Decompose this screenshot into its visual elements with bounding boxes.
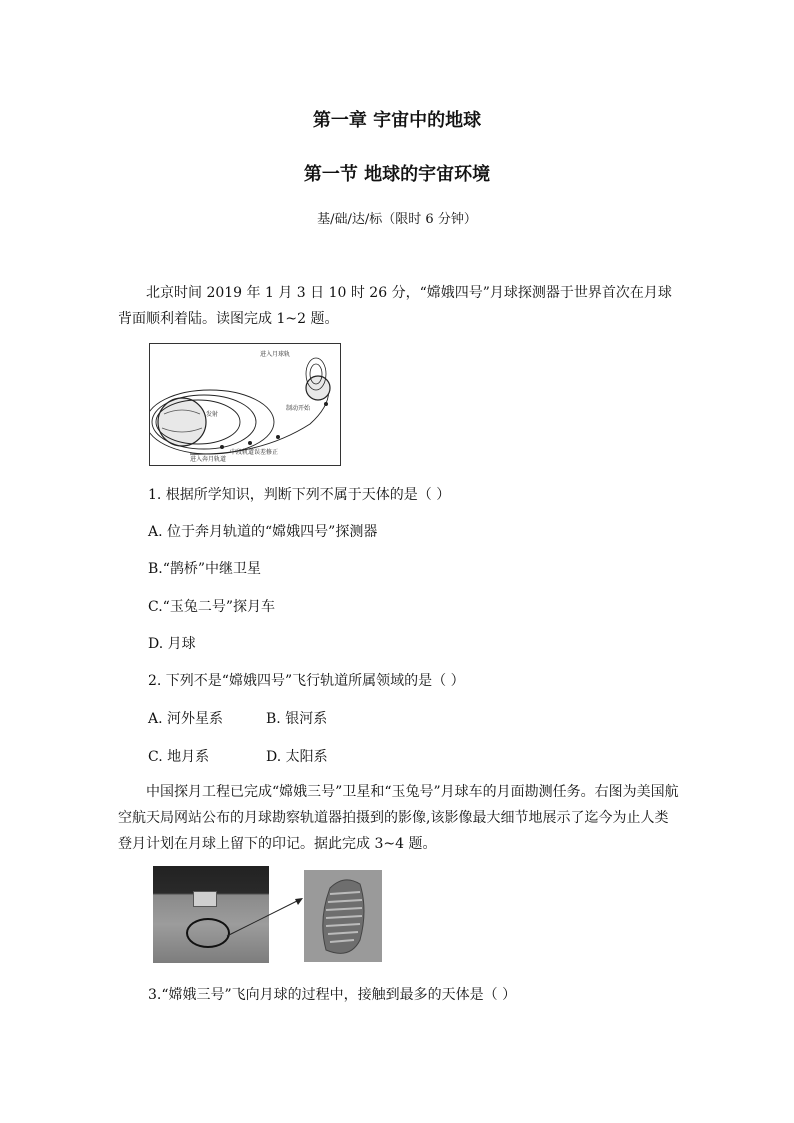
question-1-option-a: A. 位于奔月轨道的“嫦娥四号”探测器 [148,524,378,540]
passage-2: 中国探月工程已完成“嫦娥三号”卫星和“玉兔号”月球车的月面勘测任务。右图为美国航空航天局网站公布的月球勘察轨道器拍摄到的影像,该影像最大细节地展示了迄今为止人类登月计划在月球上留下的印记。据此完成 3~4 题。 [118,784,679,852]
footprint-icon [304,870,382,962]
chapter-title: 第一章 宇宙中的地球 [312,110,482,131]
section-title: 第一节 地球的宇宙环境 [303,164,491,185]
label-midcourse: 中段轨道误差修正 [230,449,279,456]
moon-icon [306,376,330,400]
pointer-arrow [225,880,305,940]
question-1-stem: 1. 根据所学知识，判断下列不属于天体的是（ ） [148,487,451,503]
label-enter-lunar-orbit: 进入月球轨 [260,351,291,358]
question-3-stem: 3.“嫦娥三号”飞向月球的过程中，接触到最多的天体是（ ） [148,987,517,1003]
label-launch: 发射 [206,411,219,418]
question-2-stem: 2. 下列不是“嫦娥四号”飞行轨道所属领域的是（ ） [148,673,465,689]
question-1-option-d: D. 月球 [148,636,196,652]
orbit-diagram [149,343,341,466]
lunar-rover-image [193,891,217,907]
question-2-option-c: C. 地月系 [148,749,210,765]
label-enter-transfer: 进入奔月轨道 [190,456,227,463]
passage-1: 北京时间 2019 年 1 月 3 日 10 时 26 分，“嫦娥四号”月球探测器于世界首次在月球背面顺利着陆。读图完成 1~2 题。 [118,285,672,327]
highlight-circle [186,918,230,948]
question-2-option-d: D. 太阳系 [266,749,328,765]
label-braking: 制动开始 [286,405,311,412]
orbit-diagram-svg [150,344,340,465]
question-2-option-a: A. 河外星系 [148,711,224,727]
question-1-option-b: B.“鹊桥”中继卫星 [148,561,262,577]
subtitle: 基/础/达/标（限时 6 分钟） [317,212,477,227]
footprint-photo [304,870,382,962]
transfer-orbit [190,386,329,454]
question-1-option-c: C.“玉兔二号”探月车 [148,599,275,615]
question-2-option-b: B. 银河系 [266,711,328,727]
earth-icon [158,398,206,446]
